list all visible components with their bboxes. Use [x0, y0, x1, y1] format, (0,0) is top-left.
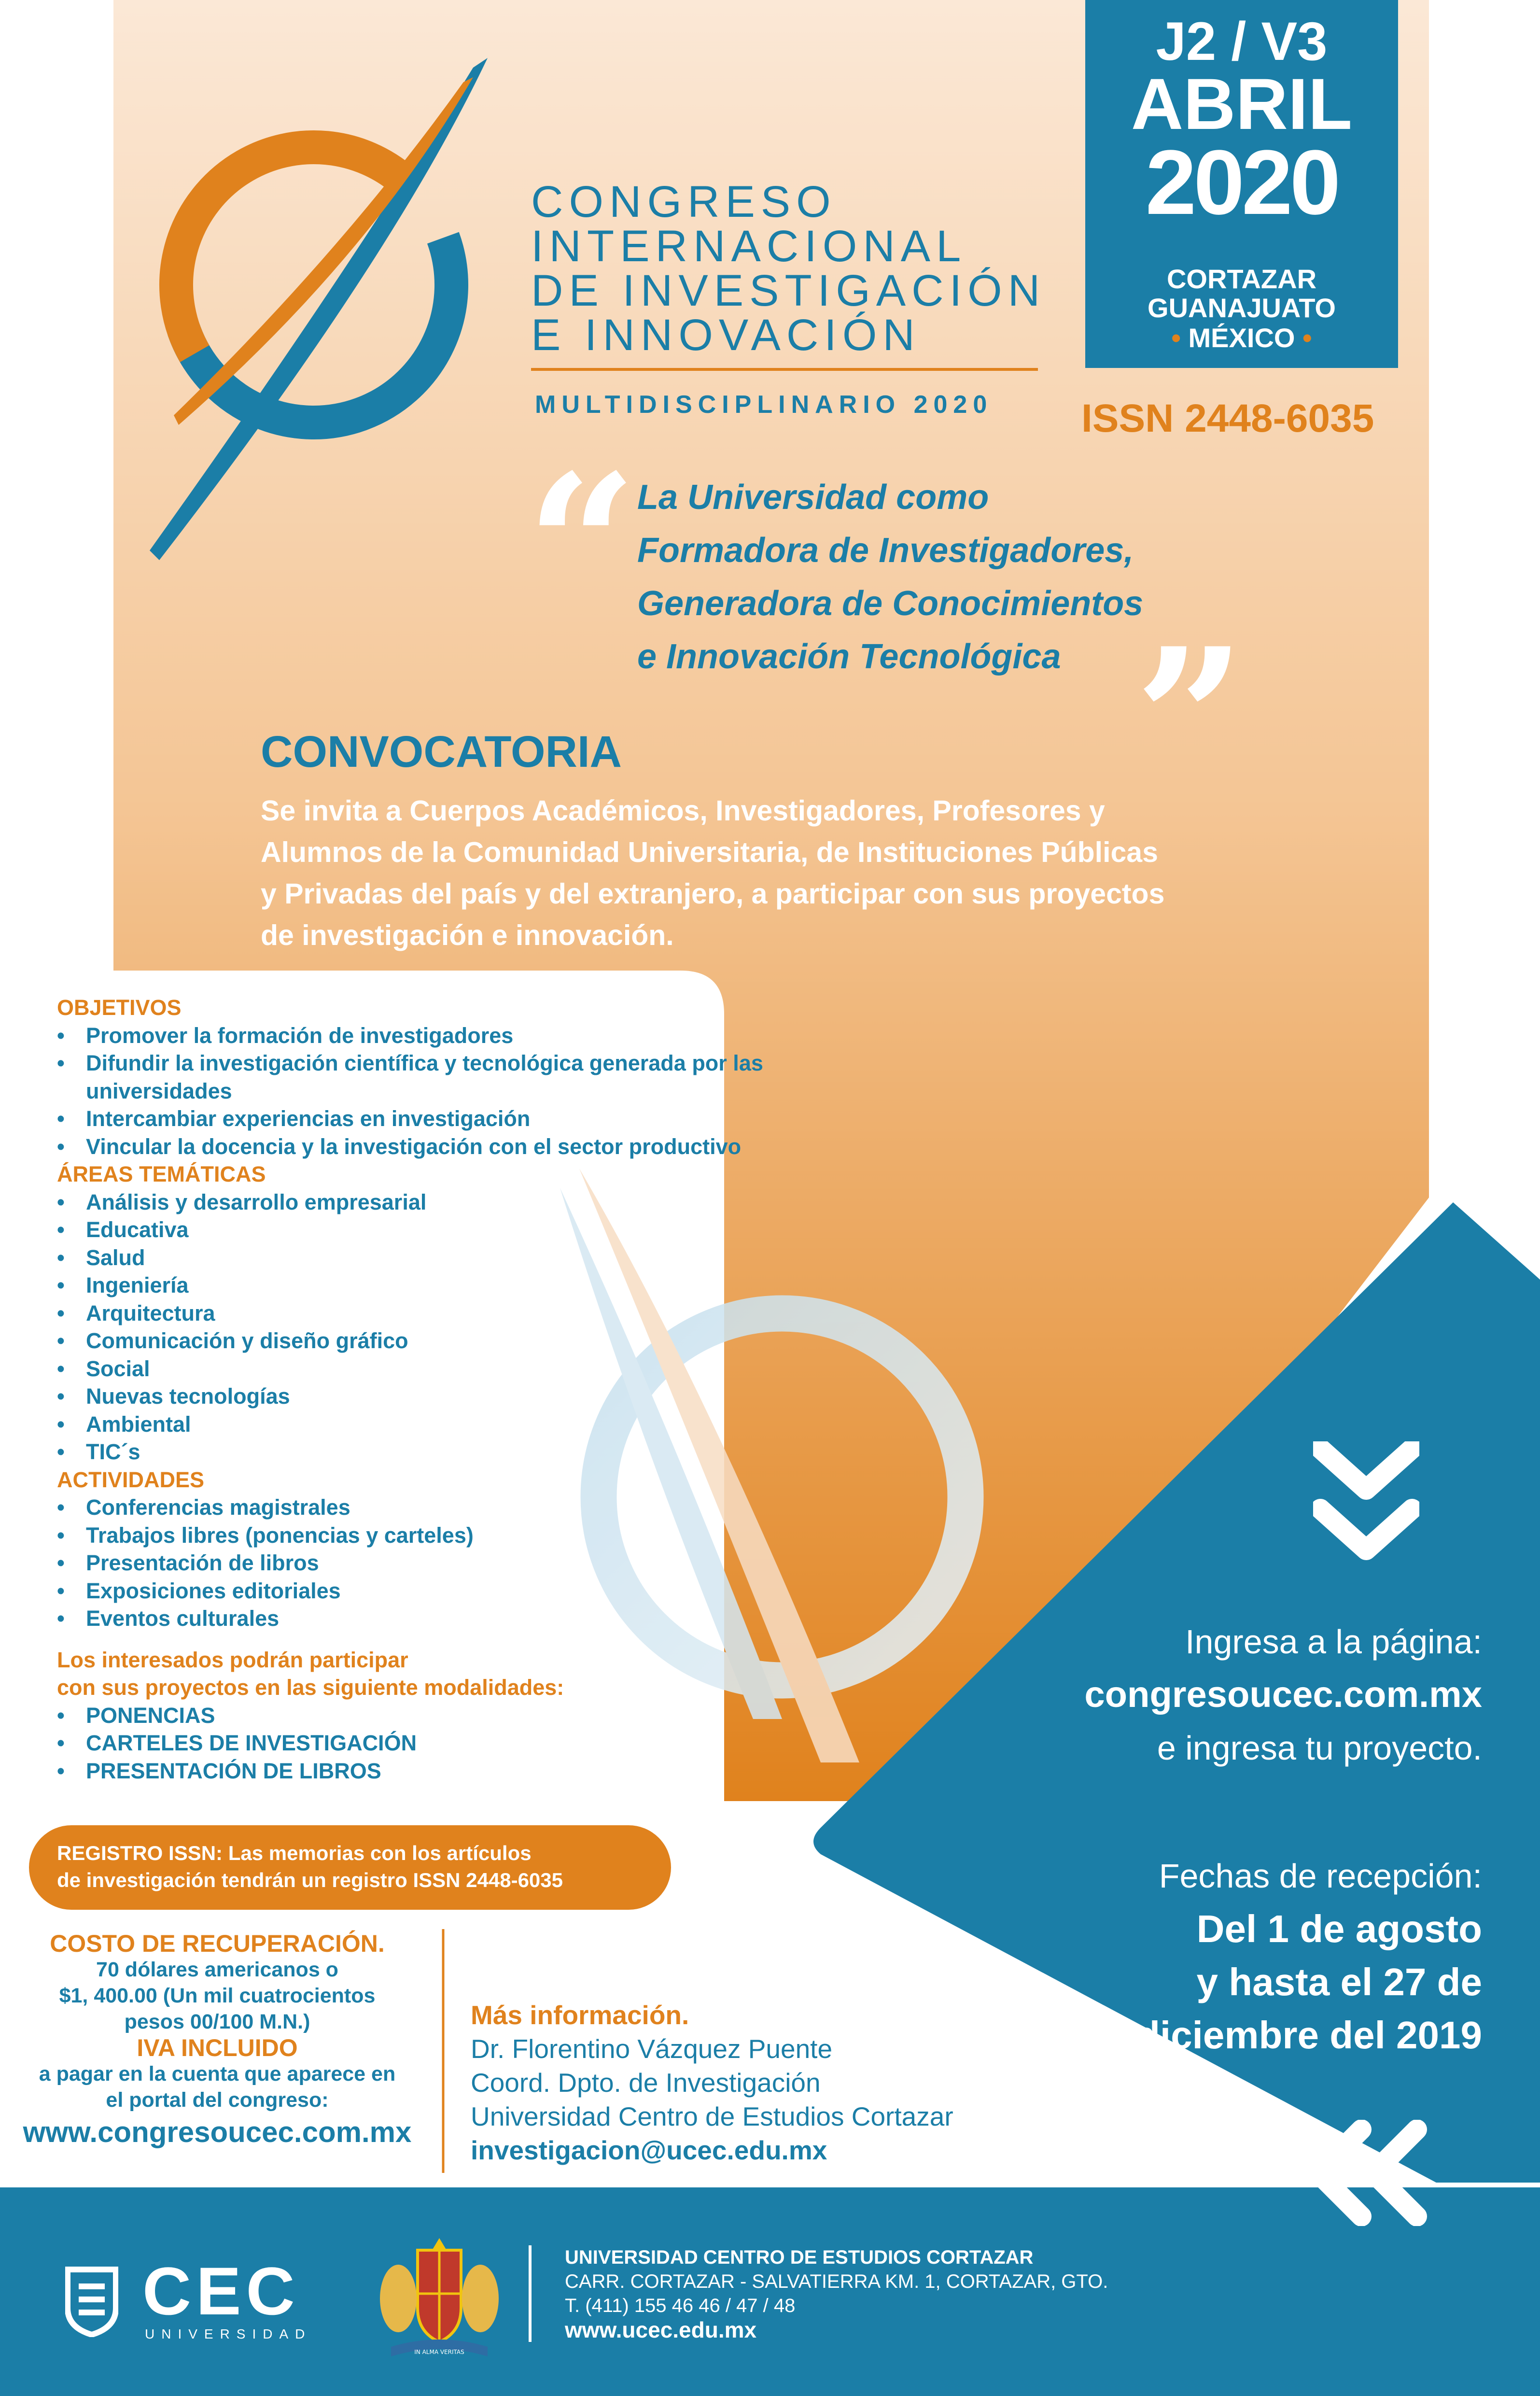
info-org: Universidad Centro de Estudios Cortazar: [471, 2101, 953, 2131]
footer-contact: [565, 2245, 1108, 2342]
list-item: • CARTELES DE INVESTIGACIÓN: [57, 1729, 878, 1757]
quote-line-2: Formadora de Investigadores,: [637, 531, 1134, 570]
costo-line: pesos 00/100 M.N.): [124, 2010, 310, 2033]
title-line-2: INTERNACIONAL: [531, 222, 967, 271]
congress-logo: [140, 58, 488, 570]
badge-state: GUANAJUATO: [1148, 293, 1336, 323]
ingresa-block: [917, 1615, 1482, 1775]
ingresa-line-2: e ingresa tu proyecto.: [1157, 1729, 1482, 1767]
title-subtitle: MULTIDISCIPLINARIO 2020: [535, 391, 993, 419]
objetivos-heading: OBJETIVOS: [57, 995, 182, 1020]
quote-block: [637, 471, 1143, 683]
list-item: • Educativa: [57, 1216, 878, 1244]
registro-line: REGISTRO ISSN: Las memorias con los artículos: [57, 1842, 532, 1864]
list-item: • Trabajos libres (ponencias y carteles): [57, 1522, 878, 1550]
content-lists: [57, 994, 878, 1785]
costo-iva: IVA INCLUIDO: [137, 2034, 298, 2061]
modalidades-intro-2: con sus proyectos en las siguiente modalidades:: [57, 1675, 564, 1700]
badge-country: MÉXICO: [1188, 323, 1295, 353]
costo-heading: COSTO DE RECUPERACIÓN.: [50, 1930, 385, 1957]
list-item: • Promover la formación de investigadores: [57, 1022, 878, 1050]
info-heading: Más información.: [471, 2000, 689, 2030]
crest-motto: IN ALMA VERITAS: [414, 2349, 464, 2355]
convocatoria-text: [261, 790, 1164, 956]
list-item: • Conferencias magistrales: [57, 1494, 878, 1522]
info-role: Coord. Dpto. de Investigación: [471, 2068, 821, 2098]
convocatoria-line: y Privadas del país y del extranjero, a participar con sus proyectos: [261, 878, 1165, 910]
registro-line: de investigación tendrán un registro ISSN 2448-6035: [57, 1869, 563, 1891]
badge-city: CORTAZAR: [1166, 264, 1317, 294]
list-item: • Salud: [57, 1244, 878, 1272]
convocatoria-heading: CONVOCATORIA: [261, 727, 622, 776]
modalidades-intro-1: Los interesados podrán participar: [57, 1647, 408, 1672]
actividades-list: [57, 1494, 878, 1633]
actividades-heading: ACTIVIDADES: [57, 1467, 205, 1492]
costo-line: $1, 400.00 (Un mil cuatrocientos: [59, 1984, 376, 2007]
costo-line: 70 dólares americanos o: [96, 1958, 338, 1981]
issn-label: ISSN 2448-6035: [1081, 396, 1374, 440]
title-underline: [531, 368, 1038, 371]
list-item: • Presentación de libros: [57, 1549, 878, 1577]
list-item: • TIC´s: [57, 1438, 878, 1466]
university-crest-icon: [372, 2236, 507, 2361]
fechas-heading: Fechas de recepción:: [1159, 1857, 1482, 1895]
convocatoria-line: Alumnos de la Comunidad Universitaria, de Instituciones Públicas: [261, 836, 1158, 868]
info-email-link[interactable]: investigacion@ucec.edu.mx: [471, 2135, 827, 2165]
list-item: • Intercambiar experiencias en investigación: [57, 1105, 878, 1133]
footer-address: CARR. CORTAZAR - SALVATIERRA KM. 1, CORTAZAR, GTO.: [565, 2271, 1108, 2292]
fechas-line: diciembre del 2019: [1136, 2014, 1482, 2057]
list-item: • PRESENTACIÓN DE LIBROS: [57, 1757, 878, 1785]
title-line-3: DE INVESTIGACIÓN: [531, 266, 1046, 315]
areas-heading: ÁREAS TEMÁTICAS: [57, 1162, 266, 1186]
list-item: • PONENCIAS: [57, 1702, 878, 1730]
quote-line-3: Generadora de Conocimientos: [637, 584, 1144, 623]
list-item: • Vincular la docencia y la investigación con el sector productivo: [57, 1133, 878, 1161]
list-item: • Eventos culturales: [57, 1605, 878, 1633]
convocatoria-line: Se invita a Cuerpos Académicos, Investigadores, Profesores y: [261, 795, 1105, 827]
info-name: Dr. Florentino Vázquez Puente: [471, 2034, 833, 2064]
costo-block: [0, 1931, 434, 2152]
congress-title: [531, 177, 1046, 360]
footer-web-link[interactable]: www.ucec.edu.mx: [565, 2317, 757, 2342]
areas-list: [57, 1188, 878, 1466]
dot-icon: •: [1171, 323, 1189, 353]
quote-line-4: e Innovación Tecnológica: [637, 637, 1061, 676]
list-item: • Comunicación y diseño gráfico: [57, 1327, 878, 1355]
cec-logo-sub: UNIVERSIDAD: [145, 2326, 312, 2341]
info-block: [471, 1998, 953, 2167]
costo-url-link[interactable]: www.congresoucec.com.mx: [23, 2116, 412, 2148]
list-item: • Nuevas tecnologías: [57, 1382, 878, 1410]
dot-icon: •: [1295, 323, 1312, 353]
list-item: • Exposiciones editoriales: [57, 1577, 878, 1605]
quote-line-1: La Universidad como: [637, 478, 989, 517]
footer-uni: UNIVERSIDAD CENTRO DE ESTUDIOS CORTAZAR: [565, 2247, 1034, 2268]
date-badge: [1085, 0, 1398, 368]
footer-phone: T. (411) 155 46 46 / 47 / 48: [565, 2295, 796, 2316]
list-item: • Ambiental: [57, 1410, 878, 1438]
ingresa-line-1: Ingresa a la página:: [1185, 1623, 1482, 1661]
fechas-line: Del 1 de agosto: [1196, 1907, 1482, 1950]
badge-year: 2020: [1145, 131, 1338, 234]
cec-shield-icon: [65, 2265, 118, 2337]
fechas-block: [917, 1849, 1482, 2062]
badge-volume: J2 / V3: [1156, 11, 1328, 71]
close-quote-icon: ”: [1134, 606, 1246, 833]
badge-month: ABRIL: [1131, 63, 1353, 144]
title-line-1: CONGRESO: [531, 177, 837, 226]
title-line-4: E INNOVACIÓN: [531, 310, 921, 360]
list-item: • Ingeniería: [57, 1271, 878, 1299]
convocatoria-line: de investigación e innovación.: [261, 919, 674, 951]
objetivos-list: [57, 1022, 878, 1161]
open-quote-icon: “: [526, 432, 638, 659]
ingresa-url-link[interactable]: congresoucec.com.mx: [1084, 1674, 1482, 1715]
fechas-line: y hasta el 27 de: [1196, 1960, 1482, 2003]
list-item: • Arquitectura: [57, 1299, 878, 1327]
modalidades-list: [57, 1702, 878, 1785]
registro-text: [57, 1840, 563, 1894]
chevrons-down-icon: [1313, 1441, 1419, 1567]
chevrons-left-icon: [1303, 2120, 1429, 2226]
list-item: • Difundir la investigación científica y tecnológica generada por las universidades: [57, 1049, 839, 1105]
costo-line: el portal del congreso:: [106, 2088, 329, 2112]
list-item: • Social: [57, 1355, 878, 1383]
costo-line: a pagar en la cuenta que aparece en: [39, 2062, 396, 2086]
cec-logo-text: CEC: [142, 2253, 300, 2329]
list-item: • Análisis y desarrollo empresarial: [57, 1188, 878, 1216]
badge-country-row: [1085, 324, 1398, 352]
